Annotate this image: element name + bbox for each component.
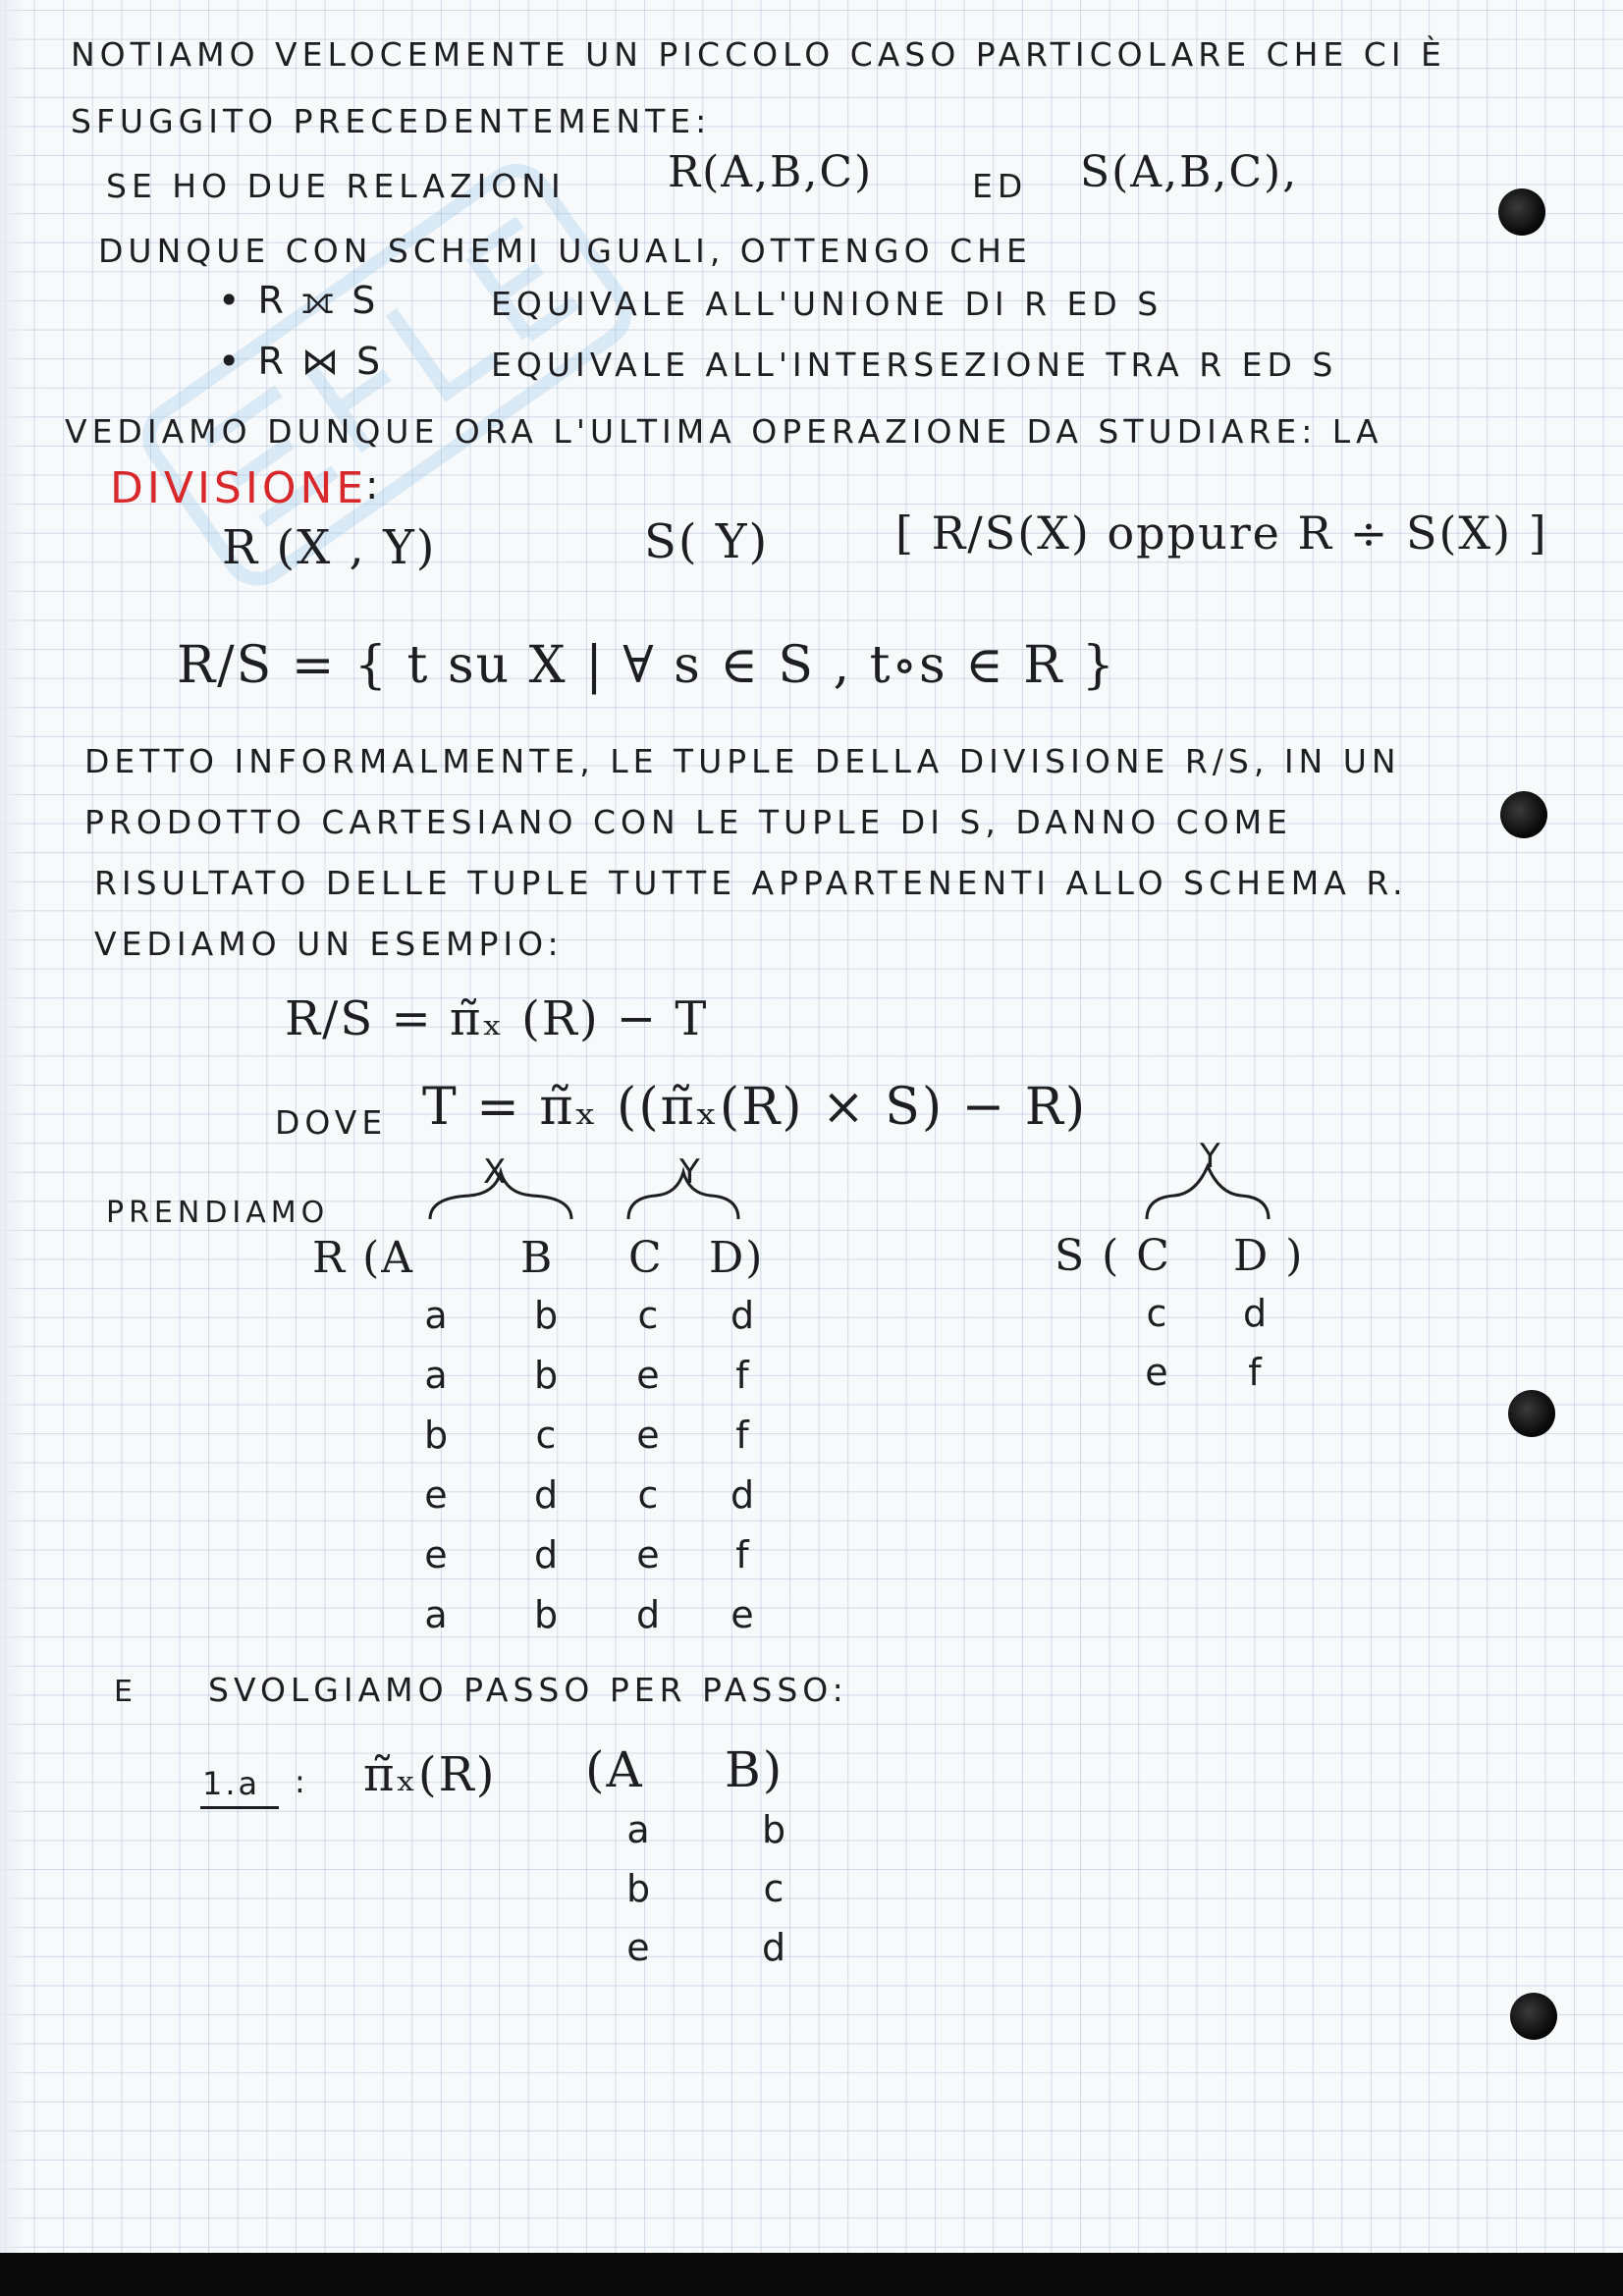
scan-bottom-edge [0,2253,1623,2296]
paragraph-line-1: DETTO INFORMALMENTE, LE TUPLE DELLA DIVISIONE R/S, IN UN [84,742,1401,780]
table-step-cell: a [626,1808,650,1851]
table-r-cell: d [730,1473,755,1517]
step-label-underline [200,1806,279,1809]
text-line-4: DUNQUE CON SCHEMI UGUALI, OTTENGO CHE [98,232,1032,270]
text-line-3c: ED [972,167,1028,205]
punch-hole-4 [1510,1993,1557,2040]
heading-divisione: DIVISIONE [110,463,368,513]
table-r-cell: d [533,1533,559,1576]
schema-r-xy: R (X , Y) [222,520,437,575]
heading-colon: : [365,463,382,508]
paragraph-line-3: RISULTATO DELLE TUPLE TUTTE APPARTENENTI ALLO SCHEMA R. [94,864,1408,902]
step-head-a: (A [585,1741,644,1798]
table-r-cell: e [636,1533,660,1576]
svolgiamo-text: SVOLGIAMO PASSO PER PASSO: [208,1671,848,1709]
table-r-cell: e [424,1473,448,1517]
relation-s-abc: S(A,B,C), [1080,147,1299,197]
paragraph-line-2: PRODOTTO CARTESIANO CON LE TUPLE DI S, DANNO COME [84,803,1292,841]
table-r-head-b: B [520,1233,555,1283]
formula-division: R/S = π̃ₓ (R) − T [285,991,709,1046]
step-head-b: B) [725,1741,784,1798]
table-r-cell: b [423,1414,449,1457]
bullet-outer-join-text: EQUIVALE ALL'UNIONE DI R ED S [491,285,1163,323]
paragraph-line-4: VEDIAMO UN ESEMPIO: [94,925,564,963]
table-r-cell: e [424,1533,448,1576]
table-step-cell: d [761,1926,786,1969]
table-r-cell: b [533,1593,559,1636]
punch-hole-2 [1500,791,1547,838]
table-step-cell: b [761,1808,786,1851]
text-line-1: NOTIAMO VELOCEMENTE UN PICCOLO CASO PARTICOLARE CHE CI È [71,35,1446,74]
svolgiamo-e: E [114,1675,135,1709]
step-expression: π̃ₓ(R) [363,1747,497,1802]
schema-braces [422,1158,756,1227]
punch-hole-3 [1508,1390,1555,1437]
table-s-cell: d [1242,1292,1268,1335]
bullet-join-symbol: • R ⋈ S [218,340,384,383]
brace-label-y-s: Y [1200,1137,1223,1176]
brace-label-x: X [483,1152,510,1192]
text-line-3a: SE HO DUE RELAZIONI [106,167,566,205]
table-r-head-c: C [628,1233,664,1283]
table-r-cell: c [535,1414,557,1457]
table-s-head-c: S ( C [1055,1231,1171,1281]
table-r-cell: f [735,1354,749,1397]
table-step-cell: c [763,1867,784,1910]
table-r-cell: b [533,1294,559,1337]
table-r-cell: a [424,1354,448,1397]
page-edge-shadow [0,0,26,2253]
bullet-outer-join-symbol: • R ⟗ S [218,279,379,322]
table-r-cell: e [636,1414,660,1457]
table-r-cell: c [637,1294,659,1337]
table-s-cell: c [1146,1292,1167,1335]
table-s-head-d: D ) [1233,1231,1305,1281]
schema-s-y: S( Y) [644,514,770,569]
relation-r-abc: R(A,B,C) [668,147,874,197]
formula-dove-label: DOVE [275,1103,388,1142]
table-r-cell: f [735,1533,749,1576]
division-definition: R/S = { t su X | ∀ s ∈ S , t∘s ∈ R } [177,636,1117,695]
table-step-cell: e [626,1926,650,1969]
step-label: 1.a [202,1765,261,1802]
table-r-cell: d [635,1593,661,1636]
table-r-cell: e [730,1593,754,1636]
table-r-cell: d [533,1473,559,1517]
table-s-cell: f [1248,1351,1262,1394]
punch-hole-1 [1498,188,1545,236]
brace-label-y-r: Y [679,1152,703,1192]
step-colon: : [295,1763,308,1800]
formula-t: T = π̃ₓ ((π̃ₓ(R) × S) − R) [422,1078,1088,1137]
table-r-cell: b [533,1354,559,1397]
table-r-head-a: R (A [312,1233,415,1283]
bullet-join-text: EQUIVALE ALL'INTERSEZIONE TRA R ED S [491,346,1338,384]
text-line-2: SFUGGITO PRECEDENTEMENTE: [71,102,712,140]
table-step-cell: b [625,1867,651,1910]
table-r-cell: a [424,1294,448,1337]
table-r-cell: f [735,1414,749,1457]
division-notation: [ R/S(X) oppure R ÷ S(X) ] [895,507,1548,560]
prendiamo-label: PRENDIAMO [106,1196,330,1230]
table-r-cell: d [730,1294,755,1337]
table-r-cell: e [636,1354,660,1397]
text-line-5: VEDIAMO DUNQUE ORA L'ULTIMA OPERAZIONE DA STUDIARE: LA [65,412,1383,451]
table-r-head-d: D) [709,1233,765,1283]
table-r-cell: c [637,1473,659,1517]
table-r-cell: a [424,1593,448,1636]
table-s-cell: e [1145,1351,1168,1394]
